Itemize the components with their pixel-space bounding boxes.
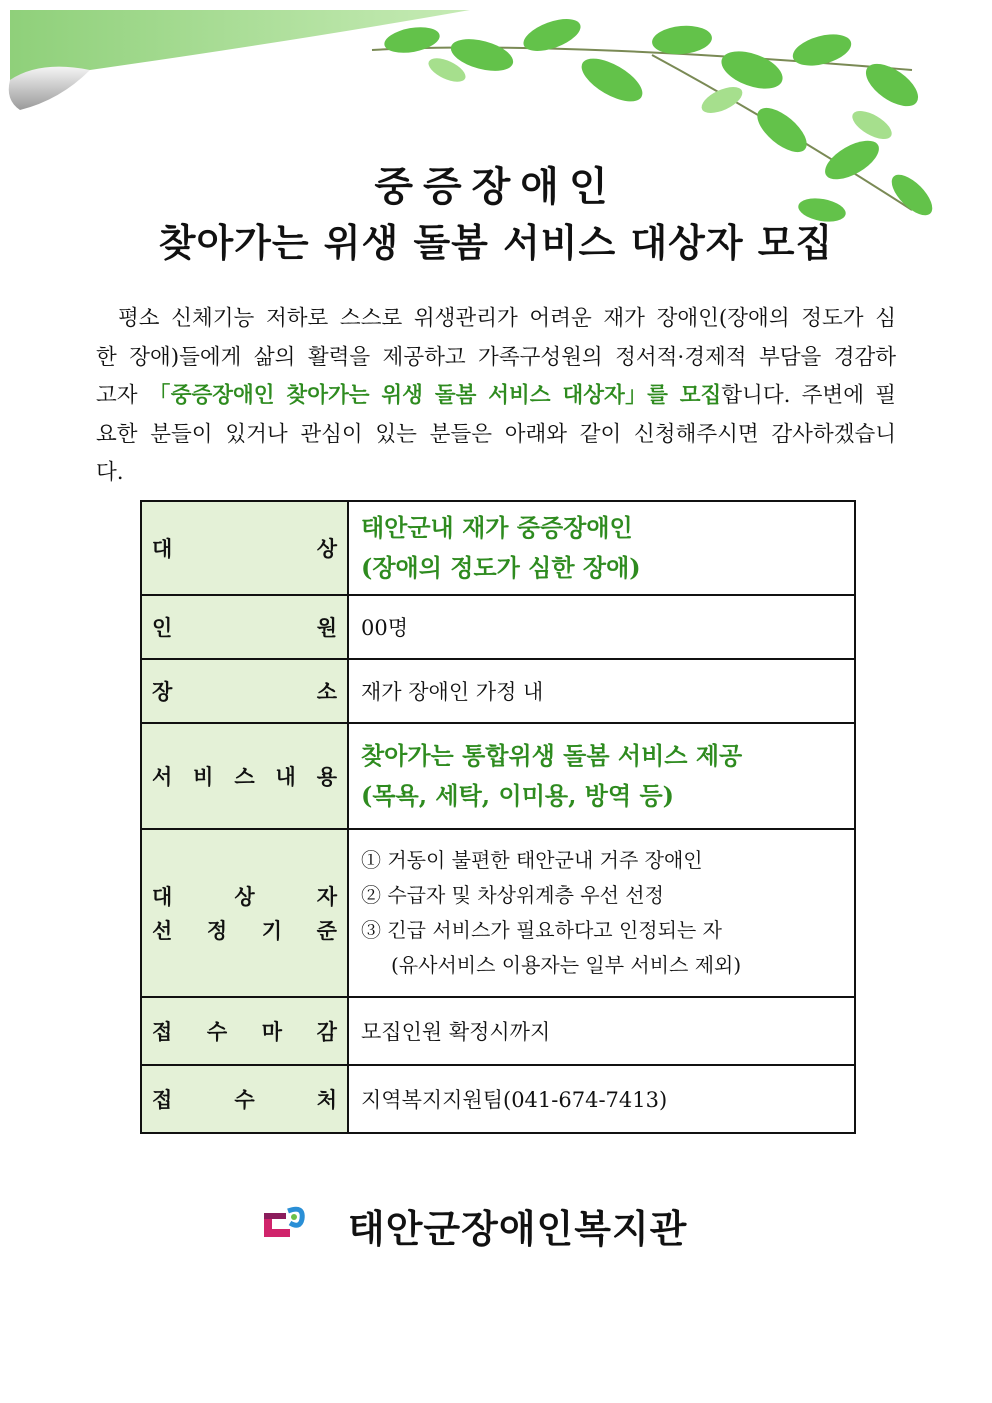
label-char: 대 [152,884,173,909]
row-place [141,659,855,723]
label-service [141,723,348,829]
label-char: 수 [234,1087,255,1112]
value-deadline: 모집인원 확정시까지 [348,997,855,1065]
label-place [141,659,348,723]
intro-highlight: 「중증장애인 찾아가는 위생 돌봄 서비스 대상자」를 모집 [148,383,722,408]
intro-text-part2: 합니다. 주변에 필요한 분들이 있거나 관심이 있는 분들은 아래와 같이 신청해주시면 감사하겠습니다. [96,383,896,485]
value-service [348,723,855,829]
value-target [348,501,855,595]
label-char: 기 [261,918,283,943]
label-char: 상 [316,536,337,561]
criteria-item-2: ② 수급자 및 차상위계층 우선 선정 [361,883,664,907]
row-criteria [141,829,855,997]
target-line2: (장애의 정도가 심한 장애) [361,553,641,582]
label-char: 상 [234,884,255,909]
criteria-item-3: ③ 긴급 서비스가 필요하다고 인정되는 자 [361,918,722,942]
label-char: 자 [316,884,337,909]
target-line1: 태안군내 재가 중증장애인 [361,513,633,542]
row-target [141,501,855,595]
value-count: 00명 [348,595,855,659]
intro-paragraph [96,300,896,493]
label-char: 소 [316,679,337,704]
service-line2: (목욕, 세탁, 이미용, 방역 등) [361,781,675,810]
intro-text-part1: 평소 신체기능 저하로 스스로 위생관리가 어려운 재가 장애인(장애의 정도가 심한 장애)들에게 삶의 활력을 제공하고 가족구성원의 정서적·경제적 부담을 경감하고자 [96,306,896,408]
value-place: 재가 장애인 가정 내 [348,659,855,723]
label-char: 비 [193,764,214,789]
org-logo-icon [260,1203,308,1247]
label-char: 수 [206,1019,228,1044]
label-char: 선 [152,918,173,943]
label-char: 처 [316,1087,337,1112]
label-char: 준 [316,918,337,943]
label-char: 용 [316,764,337,789]
label-char: 내 [275,764,296,789]
label-char: 마 [261,1019,283,1044]
label-criteria [141,829,348,997]
row-service [141,723,855,829]
label-char: 접 [152,1087,173,1112]
label-char: 스 [234,764,255,789]
footer [260,1195,740,1255]
criteria-item-1: ① 거동이 불편한 태안군내 거주 장애인 [361,848,703,872]
page-title-line1: 중증장애인 [374,163,618,210]
page-title-line2: 찾아가는 위생 돌봄 서비스 대상자 모집 [158,220,834,265]
criteria-item-3-note: (유사서비스 이용자는 일부 서비스 제외) [391,953,742,977]
label-count [141,595,348,659]
service-line1: 찾아가는 통합위생 돌봄 서비스 제공 [361,741,743,770]
label-char: 대 [152,536,173,561]
org-name: 태안군장애인복지관 [348,1206,688,1251]
label-char: 서 [152,764,173,789]
row-office [141,1065,855,1133]
row-count [141,595,855,659]
value-criteria [348,829,855,997]
label-char: 감 [316,1019,337,1044]
label-office [141,1065,348,1133]
label-char: 인 [152,615,173,640]
label-char: 원 [316,615,337,640]
title-block [0,160,992,272]
label-target [141,501,348,595]
row-deadline [141,997,855,1065]
label-deadline [141,997,348,1065]
value-office: 지역복지지원팀(041-674-7413) [348,1065,855,1133]
label-char: 장 [152,679,173,704]
label-char: 정 [206,918,228,943]
info-table [140,500,856,1134]
label-char: 접 [152,1019,173,1044]
